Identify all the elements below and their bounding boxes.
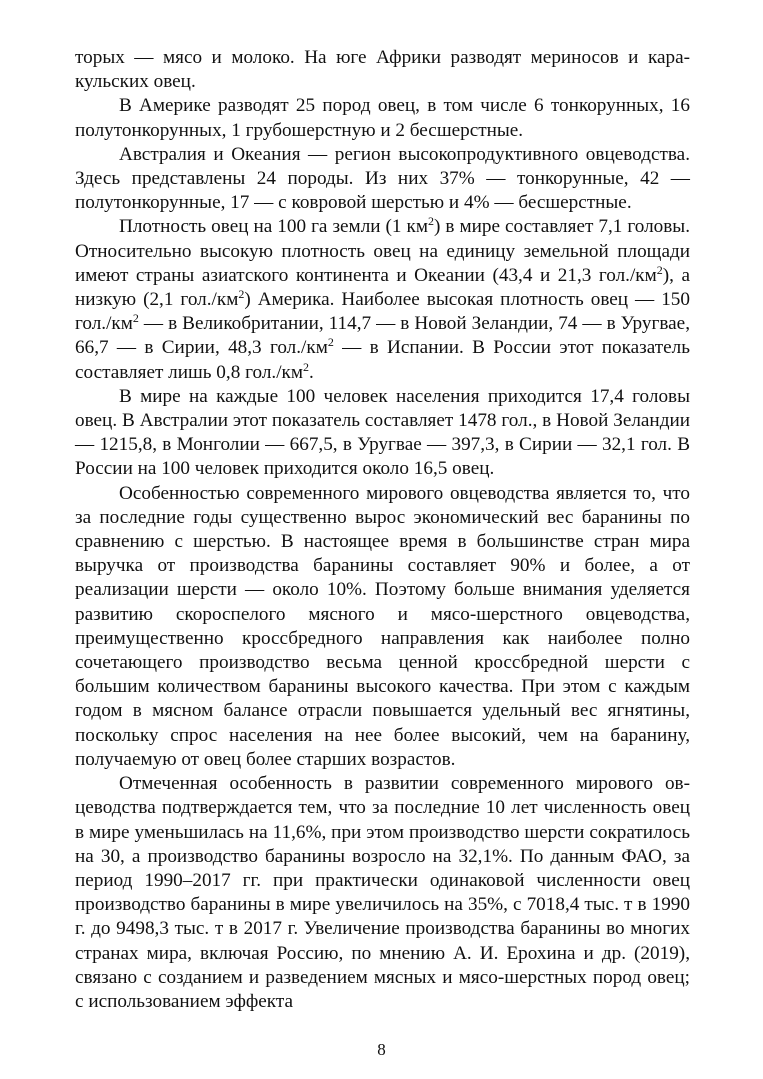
page-body xyxy=(75,46,690,1014)
paragraph-5 xyxy=(75,385,690,482)
paragraph-2 xyxy=(75,94,690,142)
text-run: ) в мире составляет 7,1 головы. Относительно высокую плотность овец на единицу земельной площади имеют страны азиатского континента и Океании (43,4 и 21,3 гол./км xyxy=(75,216,691,286)
superscript: 2 xyxy=(303,359,309,374)
text-run: В мире на каждые 100 человек населения приходится 17,4 головы овец. В Австралии этот показатель составляет 1478 гол., в Новой Зеландии — 1215,8, в Монголии — 667,5, в Уругвае — 397,3, в Сирии — 32,1 гол. В России на 100 человек приходится около 16,5 овец. xyxy=(75,385,690,480)
text-run: . xyxy=(309,361,314,383)
text-run: — в Испании. В России этот показатель составляет лишь 0,8 гол./км xyxy=(75,337,691,383)
text-run: Австралия и Океания — регион высокопродуктивного овцеводства. Здесь представлены 24 породы. Из них 37% — тонкорунные, 42 — полутонкорунные, 17 — с ковровой шерстью и 4% — бесшерстные. xyxy=(75,143,690,214)
text-run: ), а низкую (2,1 гол./км xyxy=(75,264,690,311)
page-number: 8 xyxy=(377,1040,386,1059)
paragraph-7 xyxy=(75,772,690,1014)
paragraph-6 xyxy=(75,482,690,772)
text-run: Особенностью современного мирового овцеводства является то, что за последние годы существенно вырос экономический вес баранины по сравнению с шерстью. В настоящее время в большинстве стран мира выручка от производства баранины составляет 90% и более, а от реализации шерсти — около 10%. Поэтому больше внимания уделяется развитию скороспелого мясного и мясо-шерстного овцеводства, преимущественно кроссбредного направления как наиболее полно сочетающего производство весьма ценной кроссбредной шерсти с большим количеством баранины высокого качества. При этом с каждым годом в мясном балансе отрасли повышается удельный вес ягнятины, поскольку спрос населения на нее более высокий, чем на баранину, получаемую от овец более старших возрастов. xyxy=(75,482,690,770)
text-run: Отмеченная особенность в развитии современного мирового овцеводства подтверждается тем, что за последние 10 лет численность овец в мире уменьшилась на 11,6%, при этом производство шерсти сократилось на 30, а производство баранины возросло на 32,1%. По данным ФАО, за период 1990–2017 гг. при практически одинаковой численности овец производство баранины в мире увеличилось на 35%, с 7018,4 тыс. т в 1990 г. до 9498,3 тыс. т в 2017 г. Увеличение производства баранины во многих странах мира, включая Россию, по мнению А. И. Ерохина и др. (2019), связано с созданием и разведением мясных и мясо-шерстных пород овец; с использованием эффекта xyxy=(75,773,690,1012)
superscript: 2 xyxy=(327,335,334,350)
text-run: торых — мясо и молоко. На юге Африки разводят мериносов и каракульских овец. xyxy=(75,47,690,93)
superscript: 2 xyxy=(238,287,245,302)
text-run: — в Великобритании, 114,7 — в Новой Зеландии, 74 — в Уругвае, 66,7 — в Сирии, 48,3 гол./км xyxy=(75,313,690,359)
text-run: Плотность овец на 100 га земли (1 км xyxy=(119,216,429,238)
paragraph-3 xyxy=(75,143,690,216)
paragraph-1 xyxy=(75,46,690,94)
superscript: 2 xyxy=(428,214,435,229)
superscript: 2 xyxy=(656,262,663,277)
text-run: ) Америка. Наиболее высокая плотность овец — 150 гол./км xyxy=(75,289,690,335)
paragraph-4 xyxy=(75,215,690,384)
superscript: 2 xyxy=(132,311,139,326)
text-run: В Америке разводят 25 пород овец, в том числе 6 тонкорунных, 16 полутонкорунных, 1 грубошерстную и 2 бесшерстные. xyxy=(75,95,690,141)
